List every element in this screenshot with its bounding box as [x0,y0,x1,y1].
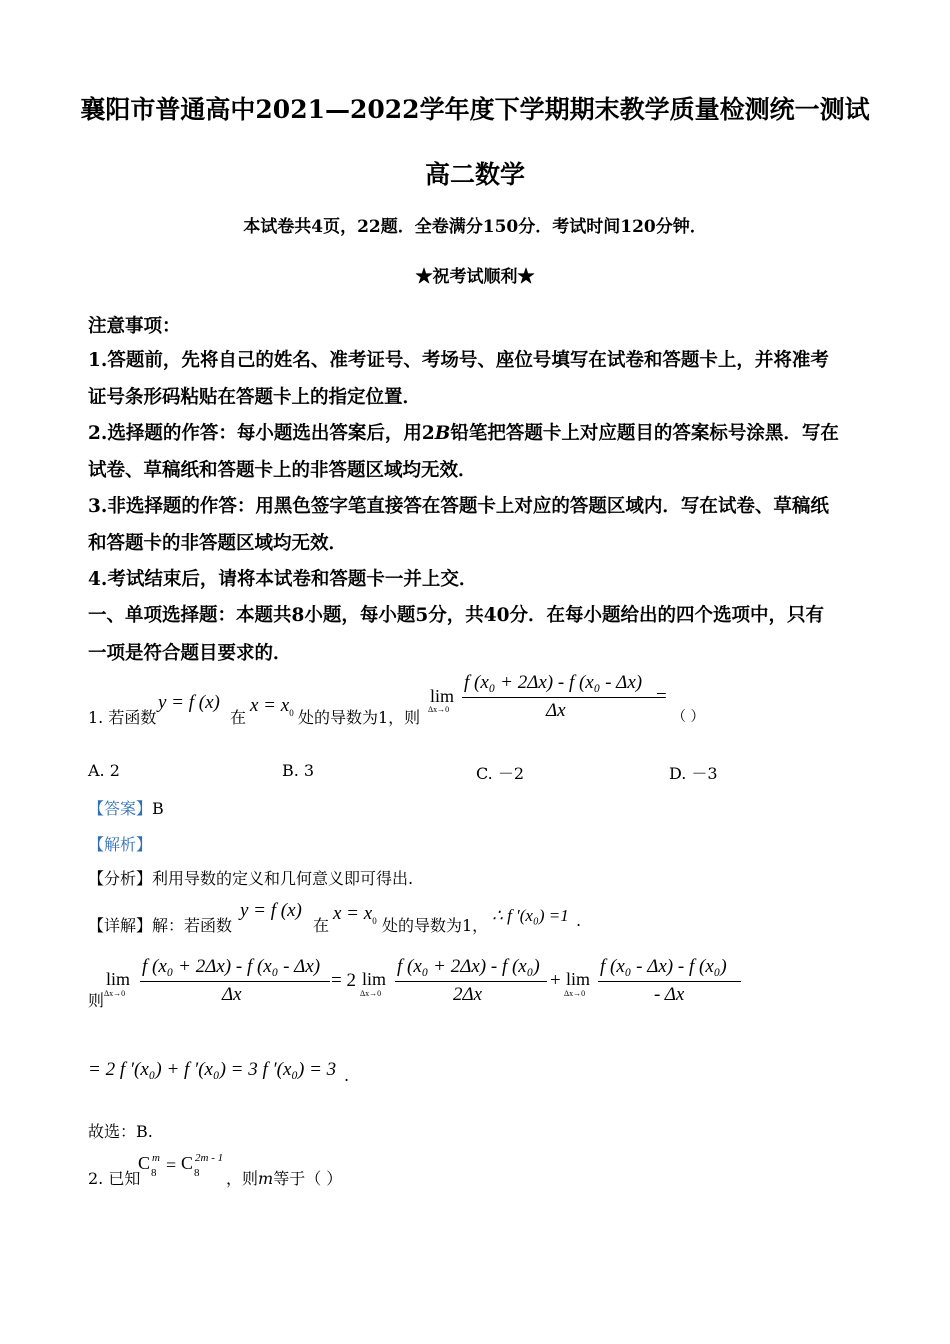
exam-subject: 高二数学 [424,160,525,189]
notes-heading: 注意事项： [88,316,181,337]
eq1-lim-2-sub: Δx→0 [360,989,382,998]
q2-lhs [138,1153,150,1174]
eq1-plus: + [550,970,561,991]
q2-prefix: 2. 已知 [88,1169,141,1188]
q1-equals: = [656,686,667,707]
eq1-equals-two: = 2 [331,970,356,991]
exam-title: 襄阳市普通高中2021—2022学年度下学期期末教学质量检测统一测试 [80,95,870,124]
q2-lhs-c: C [138,1153,151,1173]
q1-option-a[interactable]: A. 2 [88,761,120,780]
eq1-fraction-3-numerator: f (x₀ - Δx) - f (x₀) [600,956,727,977]
note-2-line1 [88,419,839,445]
q1-detail-therefore: ∴ f ′(x₀) =1 [492,906,569,925]
eq1-fraction-1 [140,956,330,1008]
q1-conclusion: 故选：B. [88,1122,153,1141]
q1-point-var: x = x [250,695,290,716]
detail-tag: 【详解】 [88,916,153,935]
note-3-line2: 和答题卡的非答题区域均无效． [88,533,348,554]
eq1-fraction-2-denominator: 2Δx [453,984,483,1005]
analysis-tag: 【解析】 [88,835,153,854]
eq1-lim-3: lim [566,969,591,989]
q1-detail-point-sub: 0 [372,915,377,926]
q1-option-d[interactable]: D. －3 [669,764,718,783]
note-2-text-pre: 2.选择题的作答：每小题选出答案后，用2 [88,423,435,444]
q1-at: 在 [230,708,247,727]
q1-mid: 处的导数为1，则 [298,708,421,727]
section1-line1: 一、单项选择题：本题共8小题，每小题5分，共40分．在每小题给出的四个选项中，只有 [88,605,824,626]
q2-rhs-sup: 2m - 1 [195,1152,224,1164]
q2-equals: = [166,1155,177,1175]
note-2-text-post: 铅笔把答题卡上对应题目的答案标号涂黑．写在 [450,423,839,444]
q2-rhs-sub: 8 [194,1167,200,1179]
q1-detail-function: y = f (x) [240,900,302,921]
note-4: 4.考试结束后，请将本试卷和答题卡一并上交． [88,569,478,590]
q2-rhs-c: C [181,1153,194,1173]
q1-prefix: 1. 若函数 [88,708,157,727]
eq1-fraction-2-bar [395,981,547,982]
q2-lhs-sub: 8 [151,1167,157,1179]
eq1-fraction-2 [395,956,547,1008]
q1-function: y = f (x) [158,692,220,713]
eq1-lim-3-sub: Δx→0 [564,989,586,998]
eq1-fraction-3-denominator: - Δx [654,984,685,1005]
q1-fenxi: 【分析】利用导数的定义和几何意义即可得出. [88,869,414,888]
q1-fraction-bar [462,697,657,698]
eq1-fraction-1-numerator: f (x₀ + 2Δx) - f (x₀ - Δx) [142,956,321,977]
q1-option-b[interactable]: B. 3 [282,761,315,780]
q1-ze: 则 [88,991,105,1010]
eq1-fraction-3 [598,956,741,1008]
eq1-lim-1-sub: Δx→0 [104,989,126,998]
q2-suffix-post: 等于（ ） [273,1169,343,1188]
q1-option-c[interactable]: C. －2 [476,764,525,783]
eq1-lim-1: lim [106,969,131,989]
q1-fraction-numerator: f (x₀ + 2Δx) - f (x₀ - Δx) [464,672,643,693]
q1-detail-point [333,903,377,926]
eq1-fraction-2-numerator: f (x₀ + 2Δx) - f (x₀) [397,956,540,977]
answer-tag: 【答案】 [88,799,153,818]
q1-detail-period: . [576,911,582,930]
exam-wish: ★祝考试顺利★ [415,267,535,287]
q1-detail-line [88,913,232,936]
note-3-line1: 3.非选择题的作答：用黑色签字笔直接答在答题卡上对应的答题区域内．写在试卷、草稿纸 [88,496,829,517]
q1-point-sub: 0 [289,707,294,718]
q1-answer: B [152,799,164,818]
q1-detail-at: 在 [313,916,330,935]
q1-fraction [462,672,657,724]
note-1-line1: 1.答题前，先将自己的姓名、准考证号、考场号、座位号填写在试卷和答题卡上，并将准考 [88,350,829,371]
note-2-pencil-grade: B [434,423,451,444]
note-1-line2: 证号条形码粘贴在答题卡上的指定位置． [88,387,422,408]
q2-lhs-sup: m [152,1152,160,1164]
eq1-lim-2: lim [362,969,387,989]
q1-answer-line [88,796,164,819]
eq2-expression: = 2 f ′(x₀) + f ′(x₀) = 3 f ′(x₀) = 3 [88,1059,337,1080]
note-2-line2: 试卷、草稿纸和答题卡上的非答题区域均无效． [88,460,477,481]
eq2-period: . [344,1066,350,1085]
q1-lim: lim [430,686,455,706]
q2-suffix-pre: ，则 [226,1169,259,1188]
q1-point [250,695,294,718]
eq1-fraction-1-denominator: Δx [222,984,242,1005]
q1-lim-sub: Δx→0 [428,705,450,714]
eq1-fraction-1-bar [140,981,330,982]
q1-detail-pre: 解：若函数 [152,916,233,935]
q2-suffix [226,1166,342,1189]
section1-line2: 一项是符合题目要求的． [88,643,292,664]
eq1-fraction-3-bar [598,981,741,982]
q1-detail-point-var: x = x [333,903,373,924]
q1-detail-mid: 处的导数为1， [382,916,489,935]
q1-paren: （ ） [672,709,705,725]
exam-info: 本试卷共4页，22题．全卷满分150分．考试时间120分钟． [243,217,707,237]
q2-var: m [258,1169,274,1188]
q1-fraction-denominator: Δx [546,700,566,721]
